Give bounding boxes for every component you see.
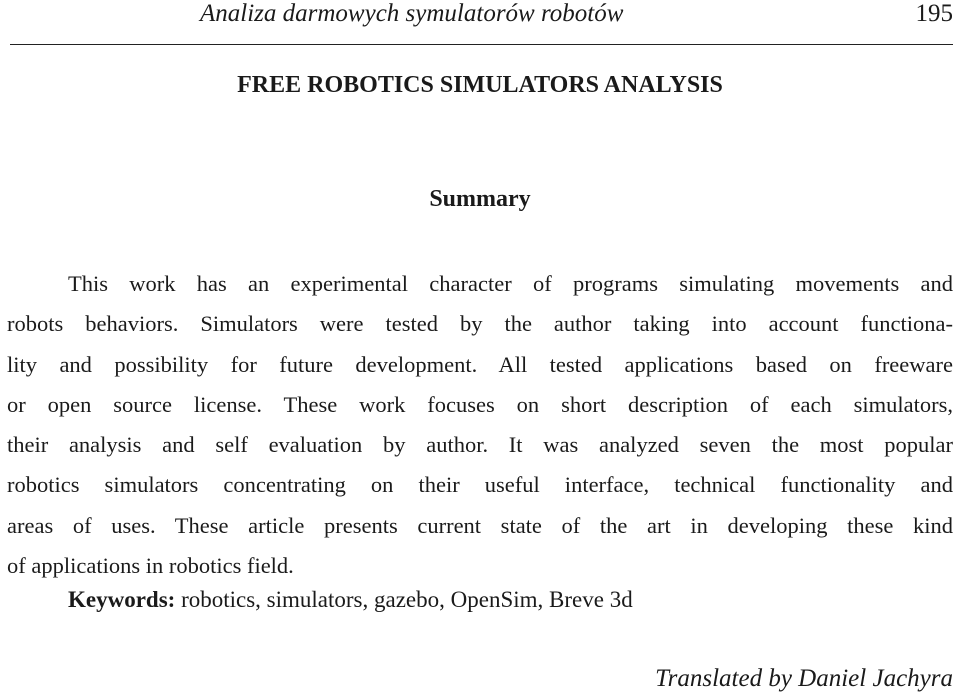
keywords-label: Keywords: — [68, 587, 176, 612]
summary-line: of applications in robotics field. — [7, 553, 294, 579]
translator-credit: Translated by Daniel Jachyra — [655, 665, 953, 692]
summary-line: or open source license. These work focuses on short description of each simulators, — [7, 391, 953, 417]
summary-line: areas of uses. These article presents current state of the art in developing these kind — [7, 512, 953, 538]
summary-line: This work has an experimental character of programs simulating movements and — [68, 271, 953, 296]
journal-title: Analiza darmowych symulatorów robotów — [200, 0, 624, 27]
article-title: FREE ROBOTICS SIMULATORS ANALYSIS — [237, 72, 723, 98]
summary-line: robots behaviors. Simulators were tested by the author taking into account functiona- — [7, 311, 953, 337]
page-number: 195 — [915, 0, 953, 27]
summary-line: their analysis and self evaluation by author. It was analyzed seven the most popular — [7, 432, 953, 458]
summary-line: lity and possibility for future development. All tested applications based on freeware — [7, 351, 953, 377]
summary-body — [7, 264, 953, 586]
keywords — [68, 585, 633, 615]
running-head — [10, 0, 953, 45]
summary-heading: Summary — [429, 186, 531, 212]
summary-line: robotics simulators concentrating on their useful interface, technical functionality and — [7, 472, 953, 498]
keywords-list: robotics, simulators, gazebo, OpenSim, Breve 3d — [181, 587, 633, 612]
